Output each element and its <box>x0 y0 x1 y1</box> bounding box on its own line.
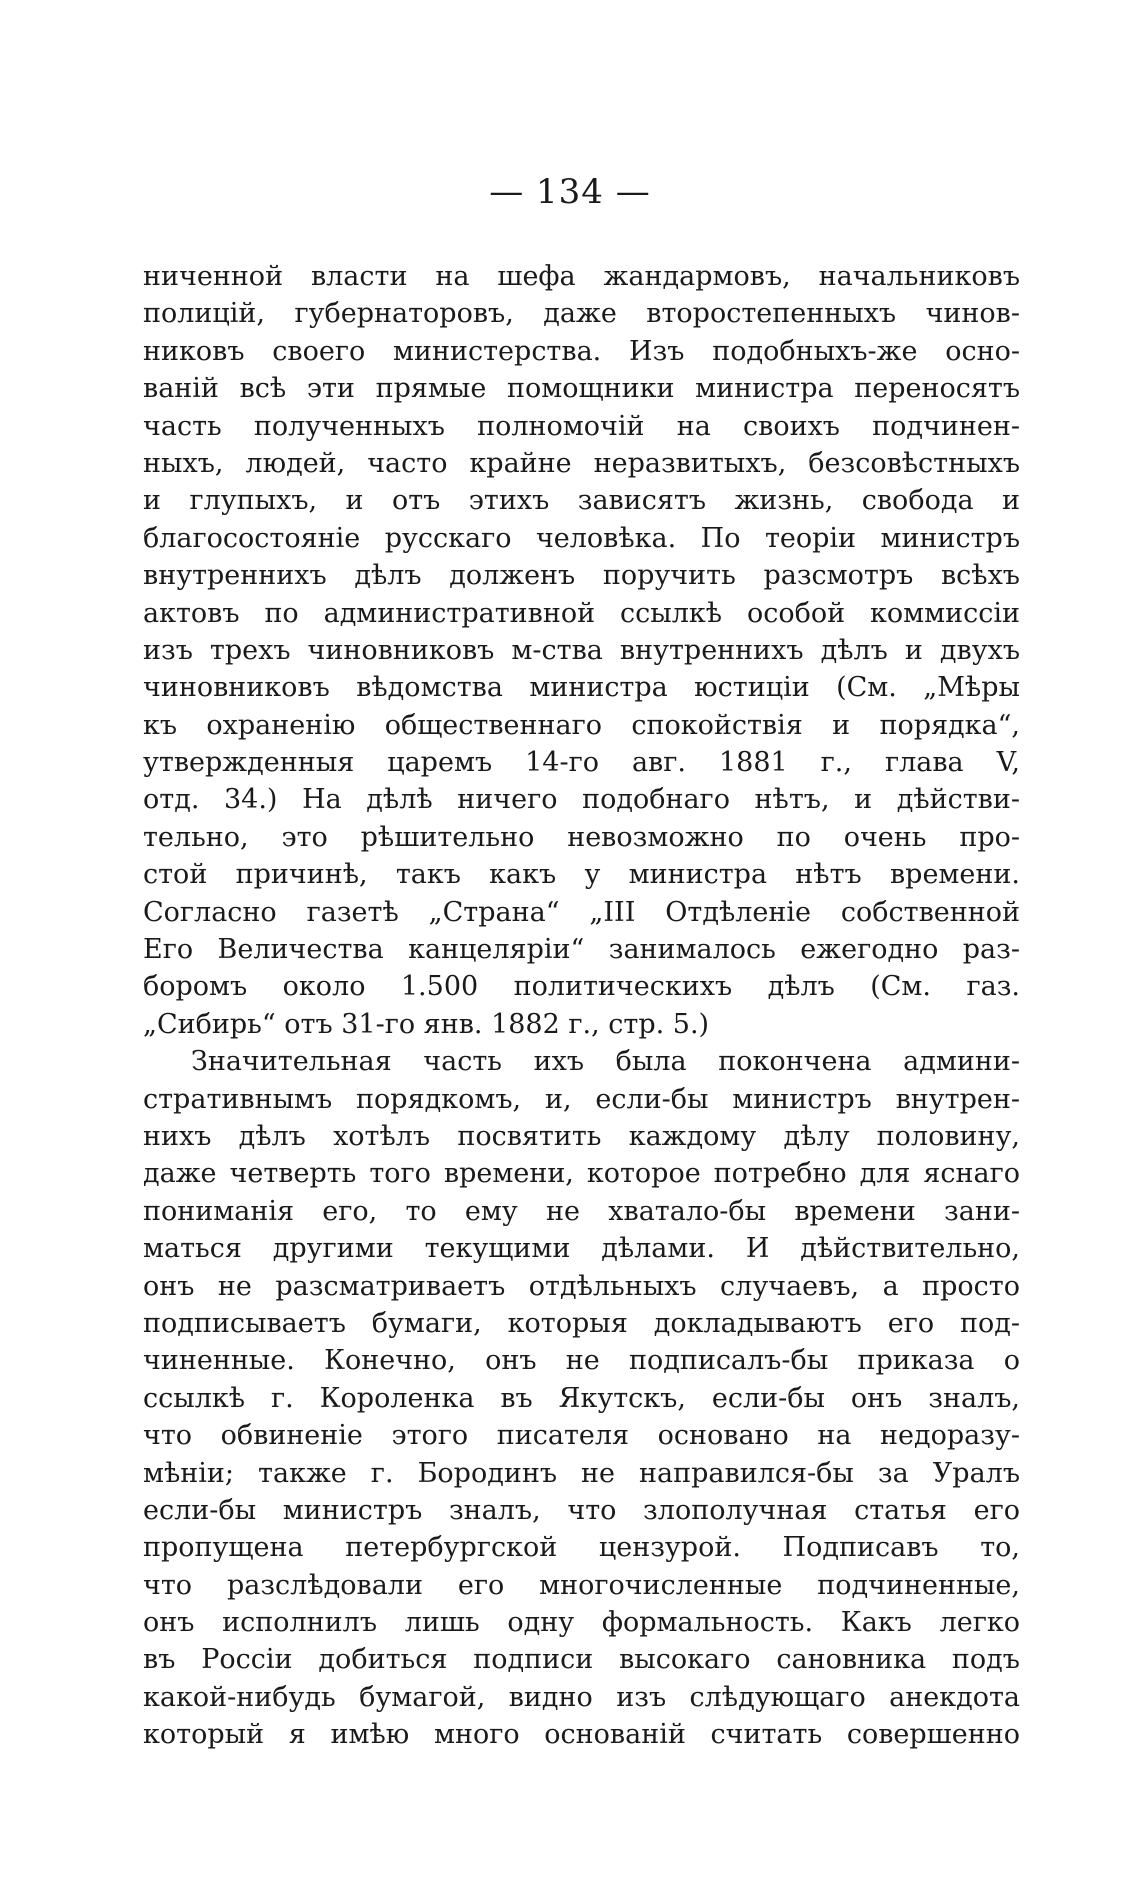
text-line: никовъ своего министерства. Изъ подобныхъ-же осно- <box>143 335 1020 367</box>
text-line: ваній всѣ эти прямые помощники министра переносятъ <box>143 373 1020 405</box>
text-line: Согласно газетѣ „Страна“ „III Отдѣленіе собственной <box>143 896 1020 928</box>
text-line: боромъ около 1.500 политическихъ дѣлъ (См. газ. <box>143 971 1020 1003</box>
text-line: стой причинѣ, такъ какъ у министра нѣтъ времени. <box>143 859 1020 891</box>
text-line: отд. 34.) На дѣлѣ ничего подобнаго нѣтъ, и дѣйстви- <box>143 784 1020 816</box>
text-line: который я имѣю много основаній считать совершенно <box>143 1719 1020 1751</box>
text-line: часть полученныхъ полномочій на своихъ подчинен- <box>143 410 1020 442</box>
text-line: къ охраненію общественнаго спокойствія и порядка“, <box>143 709 1020 741</box>
text-line: пропущена петербургской цензурой. Подписавъ то, <box>143 1532 1020 1564</box>
text-line: нихъ дѣлъ хотѣлъ посвятить каждому дѣлу половину, <box>143 1120 1020 1152</box>
page-number: — 134 — <box>489 172 651 212</box>
text-line: полицій, губернаторовъ, даже второстепенныхъ чинов- <box>143 298 1020 330</box>
text-line: и глупыхъ, и отъ этихъ зависятъ жизнь, свобода и <box>143 485 1020 517</box>
text-line: онъ не разсматриваетъ отдѣльныхъ случаевъ, а просто <box>143 1270 1020 1302</box>
text-line: актовъ по административной ссылкѣ особой коммиссіи <box>143 597 1020 629</box>
text-line: что разслѣдовали его многочисленные подчиненные, <box>143 1569 1020 1601</box>
paragraph-end-line: „Сибирь“ отъ 31-го янв. 1882 г., стр. 5.) <box>143 1008 710 1040</box>
text-line: ныхъ, людей, часто крайне неразвитыхъ, безсовѣстныхъ <box>143 447 1020 479</box>
text-line: пониманія его, то ему не хватало-бы времени зани- <box>143 1195 1020 1227</box>
text-line: ссылкѣ г. Короленка въ Якутскъ, если-бы онъ зналъ, <box>143 1382 1020 1414</box>
text-line: ниченной власти на шефа жандармовъ, начальниковъ <box>143 261 1020 292</box>
text-line: какой-нибудь бумагой, видно изъ слѣдующаго анекдота <box>143 1681 1020 1713</box>
text-line: въ Россіи добиться подписи высокаго сановника подъ <box>143 1644 1020 1676</box>
text-line: тельно, это рѣшительно невозможно по очень про- <box>143 821 1020 853</box>
text-line: утвержденныя царемъ 14-го авг. 1881 г., глава V, <box>143 747 1020 779</box>
text-line: если-бы министръ зналъ, что злополучная статья его <box>143 1494 1020 1526</box>
text-line: чиновниковъ вѣдомства министра юстиціи (См. „Мѣры <box>143 672 1020 704</box>
text-line: мѣніи; также г. Бородинъ не направился-бы за Уралъ <box>143 1457 1020 1489</box>
text-line: что обвиненіе этого писателя основано на недоразу- <box>143 1420 1020 1452</box>
text-line: маться другими текущими дѣлами. И дѣйствительно, <box>143 1233 1020 1265</box>
text-line: даже четверть того времени, которое потребно для яснаго <box>143 1158 1020 1190</box>
text-line: благосостояніе русскаго человѣка. По теоріи министръ <box>143 522 1020 554</box>
paragraph-start-line: Значительная часть ихъ была покончена админи- <box>191 1046 1020 1078</box>
text-line: стративнымъ порядкомъ, и, если-бы министръ внутрен- <box>143 1083 1020 1115</box>
body-text <box>143 258 1020 1754</box>
text-line: изъ трехъ чиновниковъ м-ства внутреннихъ дѣлъ и двухъ <box>143 634 1020 666</box>
text-line: чиненные. Конечно, онъ не подписалъ-бы приказа о <box>143 1345 1020 1377</box>
text-line: Его Величества канцеляріи“ занималось ежегодно раз- <box>143 934 1020 966</box>
text-line: подписываетъ бумаги, которыя докладываютъ его под- <box>143 1307 1020 1339</box>
text-line: внутреннихъ дѣлъ долженъ поручить разсмотръ всѣхъ <box>143 560 1020 592</box>
text-line: онъ исполнилъ лишь одну формальность. Какъ легко <box>143 1607 1020 1639</box>
